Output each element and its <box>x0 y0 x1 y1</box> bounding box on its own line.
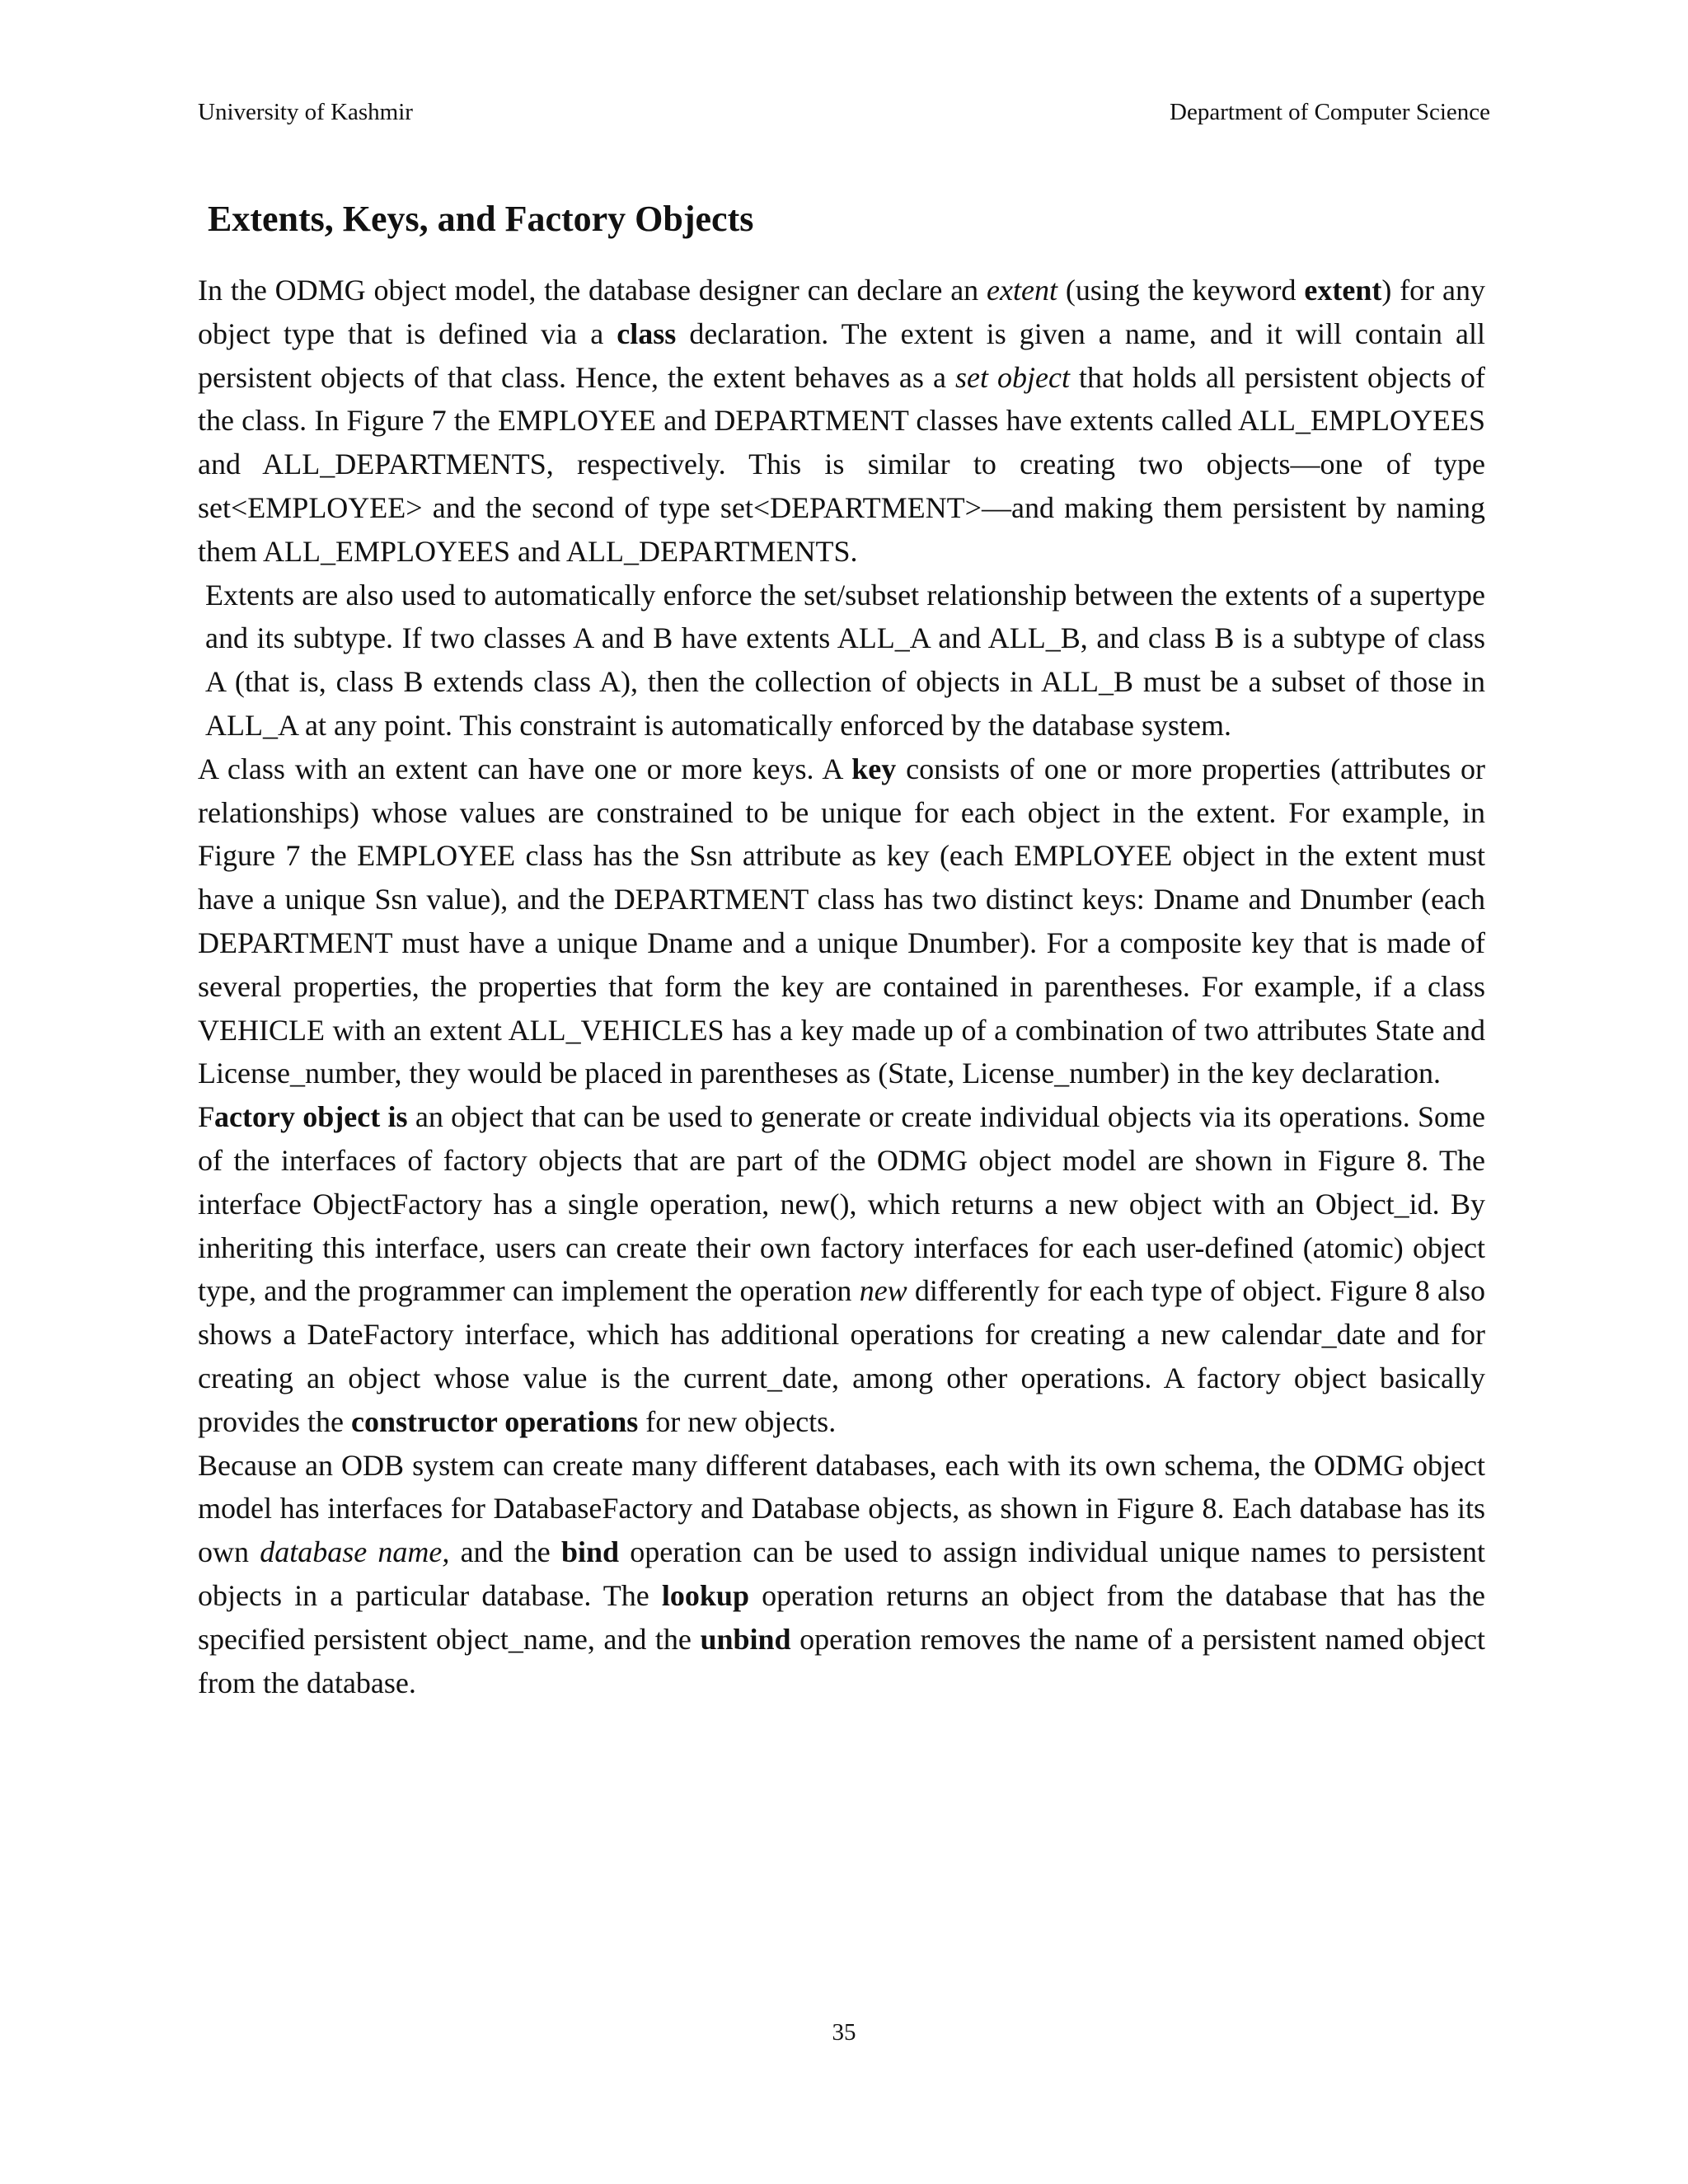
text-run: that holds all persistent objects of the class. In Figure 7 the EMPLOYEE and DEPARTMENT classes have extents called ALL_EMPLOYEES and ALL_DEPARTMENTS, respectively. This is similar to creating two objects—one of type set<EMPLOYEE> and the second of type set<DEPARTMENT>—and making them persistent by naming them ALL_EMPLOYEES and ALL_DEPARTMENTS. <box>198 360 1486 568</box>
header-university: University of Kashmir <box>198 99 413 125</box>
bold-term-lookup: lookup <box>661 1578 749 1612</box>
text-run: A class with an extent can have one or more keys. A <box>198 752 852 785</box>
body-text <box>198 269 1485 1704</box>
bold-term-key: key <box>851 752 897 785</box>
emphasis-set-object: set object <box>954 360 1070 394</box>
page-number: 35 <box>832 2019 856 2046</box>
paragraph-keys <box>198 748 1485 1095</box>
paragraph-factory-object <box>198 1095 1485 1443</box>
paragraph-extent-definition <box>198 269 1485 574</box>
bold-keyword-extent: extent <box>1304 274 1382 307</box>
bold-term-factory-object: actory object is <box>214 1100 408 1134</box>
emphasis-extent: extent <box>987 274 1057 307</box>
bold-term-unbind: unbind <box>700 1622 791 1656</box>
text-run: (using the keyword <box>1057 274 1305 307</box>
paragraph-extent-subset: Extents are also used to automatically enforce the set/subset relationship between the extents of a supertype and its subtype. If two classes A and B have extents ALL_A and ALL_B, and class B is a subtype of class A (that is, class B extends class A), then the collection of objects in ALL_B must be a subset of those in ALL_A at any point. This constraint is automatically enforced by the database system. <box>205 578 1485 742</box>
text-run: an object that can be used to generate or create individual objects via its operations. Some of the interfaces of factory objects that are part of the ODMG object model are shown in Figure 8. The interface ObjectFactory has a single operation, new(), which returns a new object with an Object_id. By inheriting this interface, users can create their own factory interfaces for each user-defined (atomic) object type, and the programmer can implement the operation <box>198 1100 1485 1308</box>
bold-keyword-class: class <box>617 316 677 350</box>
text-run: operation returns an object from the database that has the specified persistent object_name, and the <box>198 1578 1485 1656</box>
text-run: operation removes the name of a persistent named object from the database. <box>198 1622 1486 1699</box>
text-run: differently for each type of object. Figure 8 also shows a DateFactory interface, which has additional operations for creating a new calendar_date and for creating an object whose value is the current_date, among other operations. A factory object basically provides the <box>198 1274 1485 1438</box>
text-run: and the <box>449 1535 561 1569</box>
text-run: F <box>198 1100 215 1134</box>
text-run: ) for any object type that is defined via a <box>198 274 1485 350</box>
emphasis-database-name: database name, <box>260 1535 450 1569</box>
header-department: Department of Computer Science <box>1170 99 1490 125</box>
bold-term-bind: bind <box>560 1535 620 1569</box>
text-run: In the ODMG object model, the database designer can declare an <box>198 274 987 307</box>
page-header <box>198 97 1490 127</box>
emphasis-new: new <box>859 1274 907 1308</box>
bold-term-constructor-operations: constructor operations <box>350 1404 639 1438</box>
paragraph-database-factory <box>198 1444 1485 1705</box>
text-run: consists of one or more properties (attributes or relationships) whose values are constrained to be unique for each object in the extent. For example, in Figure 7 the EMPLOYEE class has the Ssn attribute as key (each EMPLOYEE object in the extent must have a unique Ssn value), and the DEPARTMENT class has two distinct keys: Dname and Dnumber (each DEPARTMENT must have a unique Dname and a unique Dnumber). For a composite key that is made of several properties, the properties that form the key are contained in parentheses. For example, if a class VEHICLE with an extent ALL_VEHICLES has a key made up of a combination of two attributes State and License_number, they would be placed in parentheses as (State, License_number) in the key declaration. <box>198 752 1486 1090</box>
text-run: operation can be used to assign individual unique names to persistent objects in a particular database. The <box>198 1535 1485 1612</box>
section-title: Extents, Keys, and Factory Objects <box>208 199 754 239</box>
text-run: for new objects. <box>638 1404 837 1438</box>
text-run: Because an ODB system can create many different databases, each with its own schema, the ODMG object model has interfaces for DatabaseFactory and Database objects, as shown in Figure 8. Each database has its own <box>198 1448 1485 1569</box>
text-run: declaration. The extent is given a name, and it will contain all persistent objects of that class. Hence, the extent behaves as a <box>198 316 1486 394</box>
